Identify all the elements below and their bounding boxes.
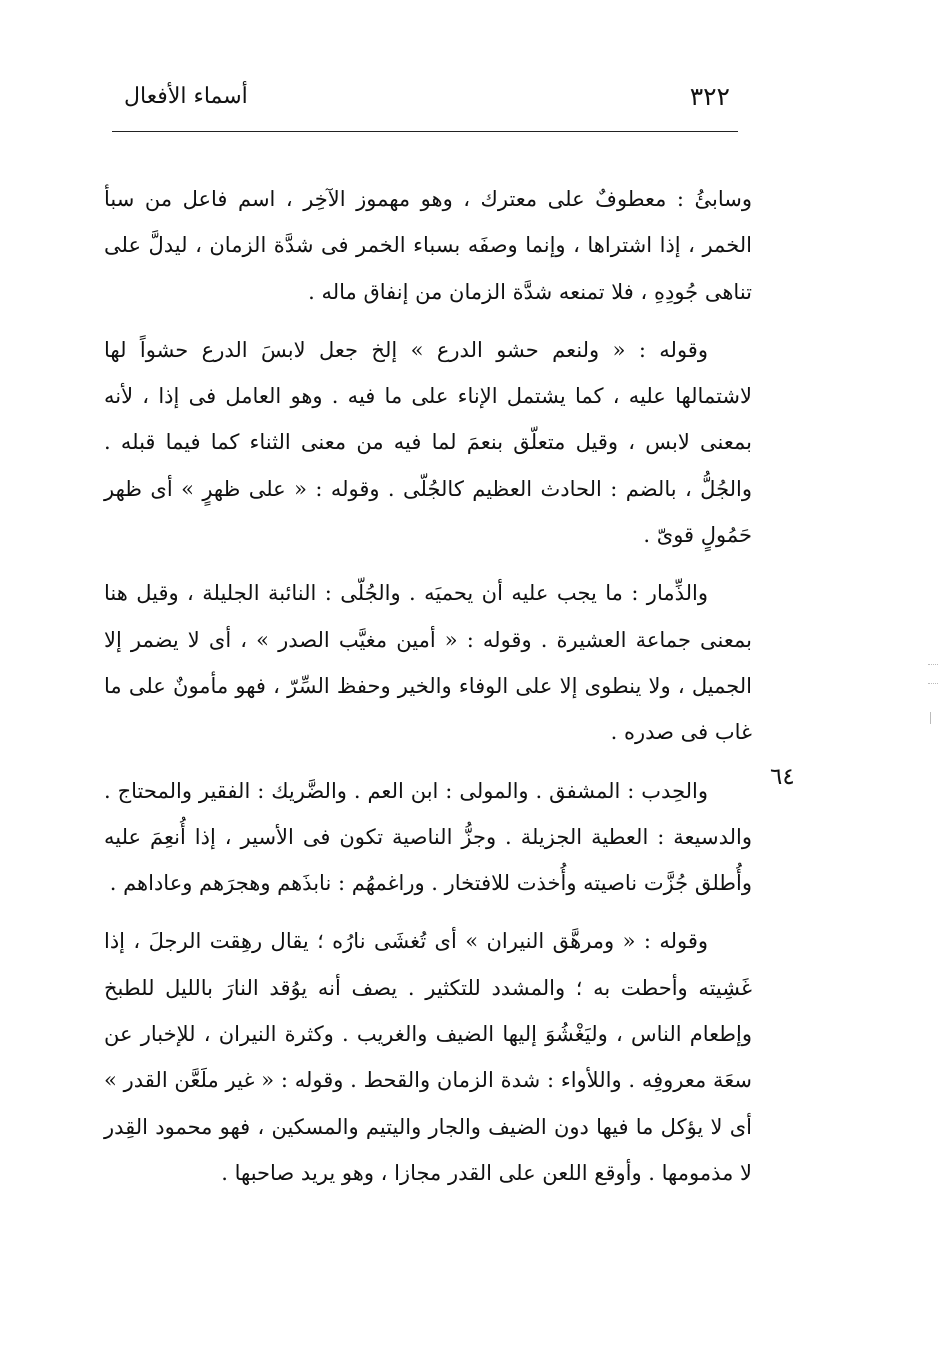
header-rule xyxy=(112,131,738,132)
margin-scan-mark xyxy=(928,683,938,684)
paragraph-4: والحِدب : المشفق . والمولى : ابن العم . والضَّريك : الفقير والمحتاج . والدسيعة : العطية الجزيلة . وجزُّ الناصية تكون فى الأسير ، إذا أُنعِمَ عليه وأُطلق جُزَّت ناصيته وأُخذت للافتخار . وراغمهُم : نابذَهم وهجرَهم وعاداهم . xyxy=(104,778,752,896)
margin-scan-mark xyxy=(928,664,938,665)
margin-scan-tick xyxy=(930,712,931,724)
page-header xyxy=(112,76,738,116)
margin-line-number: ٦٤ xyxy=(770,764,795,790)
page-number: ٣٢٢ xyxy=(689,82,730,111)
paragraph-5: وقوله : « ومرهَّق النيران » أى تُغشَى نارُه ؛ يقال رهِقت الرجلَ ، إذا غَشِيته وأحطت به ؛ والمشدد للتكثير . يصف أنه يوُقد النارَ بالليل للطبخ وإطعام الناس ، وليَغْشُوَ إليها الضيف والغريب . وكثرة النيران ، للإخبار عن سعَة معروفِه . واللأواء : شدة الزمان والقحط . وقوله : « غير ملَعَّن القدر » أى لا يؤكل ما فيها دون الضيف والجار واليتيم والمسكين ، فهو محمود القِدر لا مذمومها . وأوقع اللعن على القدر مجازا ، وهو يريد صاحبها . xyxy=(104,929,752,1185)
body-text xyxy=(104,176,752,1196)
paragraph-3: والذِّمار : ما يجب عليه أن يحميَه . والجُلّى : النائبة الجليلة ، وقيل هنا بمعنى جماعة العشيرة . وقوله : « أمين مغيَّب الصدر » ، أى لا يضمر إلا الجميل ، ولا ينطوى إلا على الوفاء والخير وحفظ السِّرّ ، فهو مأمونٌ على ما غاب فى صدره . xyxy=(104,581,752,745)
paragraph-2: وقوله : « ولنعم حشو الدرع » إلخ جعل لابسَ الدرع حشواً لها لاشتمالها عليه ، كما يشتمل الإناء على ما فيه . وهو العامل فى إذا ، لأنه بمعنى لابس ، وقيل متعلّق بنعمَ لما فيه من معنى الثناء كما فيما قبله . والجُلُّ ، بالضم : الحادث العظيم كالجُلّى . وقوله : « على ظهرٍ » أى ظهر حَمُولٍ قوىّ . xyxy=(104,337,752,548)
running-head: أسماء الأفعال xyxy=(124,84,248,109)
paragraph-1: وسابئُ : معطوفٌ على معترك ، وهو مهموز الآخِر ، اسم فاعل من سبأ الخمر ، إذا اشتراها ، وإنما وصفَه بسباء الخمر فى شدَّة الزمان ، ليدلَّ على تناهى جُودِهِ ، فلا تمنعه شدَّة الزمان من إنفاق ماله . xyxy=(104,187,752,304)
